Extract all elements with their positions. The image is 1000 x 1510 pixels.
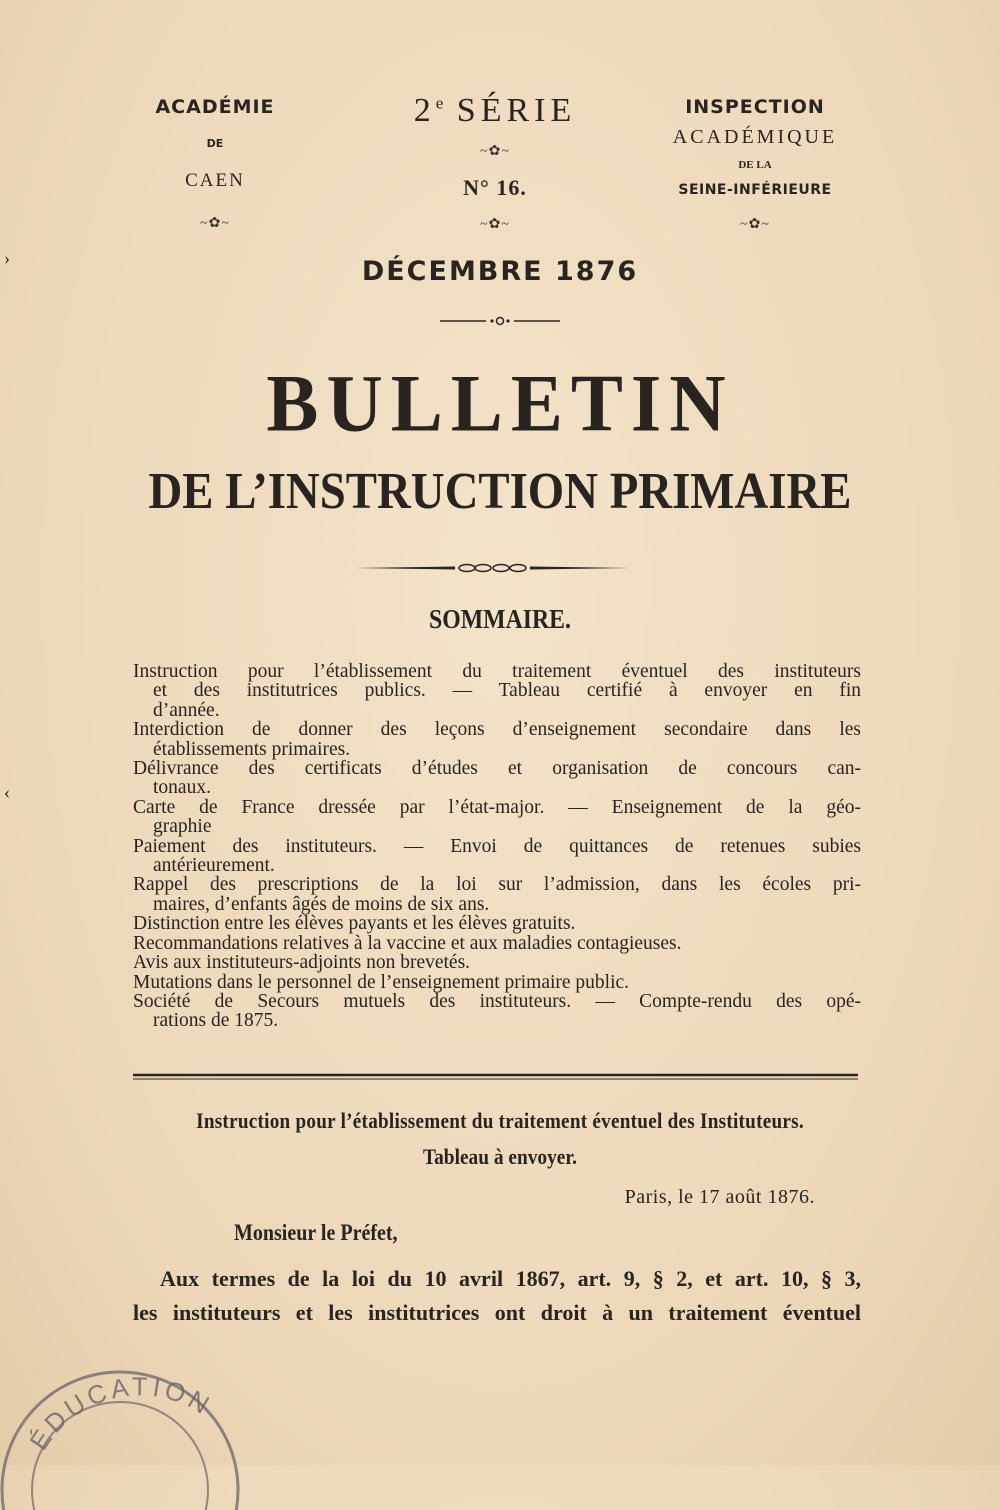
department-label: SEINE-INFÉRIEURE [678, 182, 832, 198]
serie-label: 2e SÉRIE [413, 92, 577, 129]
sommaire-item-line: Société de Secours mutuels des instituteurs. — Compte-rendu des opé- [133, 990, 861, 1012]
academique-label: ACADÉMIQUE [672, 126, 838, 148]
article-title: Instruction pour l’établissement du traitement éventuel des Instituteurs. [196, 1108, 804, 1133]
sommaire-item [133, 720, 861, 759]
ornament-left-icon: ~✿~ [200, 216, 230, 231]
sommaire-item-line: tonaux. [153, 777, 211, 799]
ornament-right-icon: ~✿~ [740, 217, 770, 232]
sommaire-list [133, 662, 861, 1031]
sommaire-item-line: Distinction entre les élèves payants et les élèves gratuits. [133, 913, 576, 935]
sommaire-item-line: rations de 1875. [153, 1010, 279, 1032]
margin-mark-icon: ‹ [4, 782, 10, 802]
sommaire-item-line: Carte de France dressée par l’état-major. — Enseignement de la géo- [133, 796, 861, 818]
sommaire-item-line: Paiement des instituteurs. — Envoi de quittances de retenues subies [133, 835, 861, 857]
sommaire-item-line: Mutations dans le personnel de l’enseignement primaire public. [133, 971, 630, 993]
sommaire-item [133, 837, 861, 876]
academie-label: ACADÉMIE [155, 96, 275, 118]
ornament-center-icon: ~✿~ [480, 217, 510, 232]
article-body [133, 1262, 861, 1330]
sommaire-item [133, 875, 861, 914]
ornament-rule-mid-icon [355, 558, 630, 578]
margin-mark-icon: › [4, 248, 10, 268]
academie-de-label: DE [206, 137, 224, 150]
sommaire-item [133, 992, 861, 1031]
education-stamp-icon [0, 1340, 270, 1510]
sommaire-item [133, 662, 861, 720]
issue-number: N° 16. [463, 175, 527, 200]
article-salutation: Monsieur le Préfet, [234, 1220, 398, 1245]
page-title: BULLETIN [266, 356, 734, 449]
sommaire-item-line: maires, d’enfants âgés de moins de six ans. [153, 893, 490, 915]
sommaire-item [133, 973, 861, 992]
sommaire-heading: SOMMAIRE. [429, 604, 571, 634]
sommaire-item-line: Recommandations relatives à la vaccine et aux maladies contagieuses. [133, 932, 682, 954]
ornament-center-top-icon: ~✿~ [480, 144, 510, 159]
issue-date: DÉCEMBRE 1876 [361, 256, 639, 287]
sommaire-item-line: établissements primaires. [153, 738, 351, 760]
sommaire-item [133, 953, 861, 972]
sommaire-item-line: Rappel des prescriptions de la loi sur l’admission, dans les écoles pri- [133, 874, 861, 896]
sommaire-item [133, 934, 861, 953]
sommaire-item [133, 798, 861, 837]
ornament-rule-small-icon [440, 311, 560, 331]
sommaire-item [133, 914, 861, 933]
article-body-line: les instituteurs et les institutrices ont droit à un traitement éventuel [133, 1300, 861, 1325]
inspection-label: INSPECTION [685, 96, 825, 118]
sommaire-item-line: graphie [153, 816, 212, 838]
article-body-line: Aux termes de la loi du 10 avril 1867, art. 9, § 2, et art. 10, § 3, [160, 1266, 861, 1291]
sommaire-item-line: Délivrance des certificats d’études et organisation de concours can- [133, 758, 861, 780]
article-date: Paris, le 17 août 1876. [624, 1186, 815, 1208]
sommaire-item-line: et des institutrices publics. — Tableau certifié à envoyer en fin [153, 680, 861, 702]
sommaire-item-line: Instruction pour l’établissement du traitement éventuel des instituteurs [133, 661, 861, 682]
stamp-text: ÉDUCATION [23, 1371, 218, 1456]
academie-city: CAEN [185, 170, 245, 191]
sommaire-item-line: Avis aux instituteurs-adjoints non brevetés. [133, 952, 471, 974]
sommaire-item-line: antérieurement. [153, 855, 275, 877]
sommaire-item-line: d’année. [153, 699, 220, 721]
page-subtitle: DE L’INSTRUCTION PRIMAIRE [148, 463, 852, 520]
article-subtitle: Tableau à envoyer. [422, 1144, 577, 1169]
sommaire-item-line: Interdiction de donner des leçons d’enseignement secondaire dans les [133, 719, 861, 741]
section-divider [133, 1073, 858, 1081]
svg-text:ÉDUCATION [23, 1371, 217, 1455]
de-la-label: DE LA [738, 159, 772, 171]
sommaire-item [133, 759, 861, 798]
